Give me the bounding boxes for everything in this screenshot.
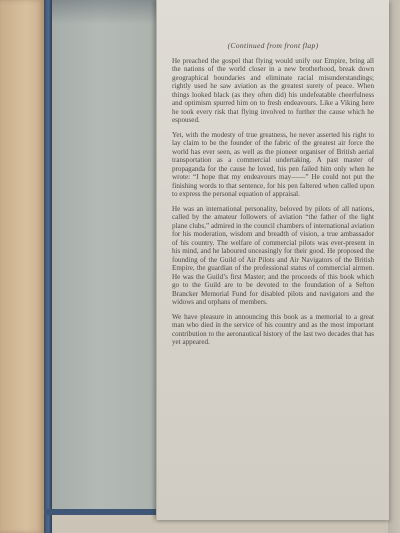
dust-jacket-back-flap bbox=[156, 0, 389, 520]
flap-heading: (Continued from front flap) bbox=[227, 41, 319, 50]
flap-paragraph-1: He preached the gospel that flying would unify our Empire, bring all the nations of the world closer in a new brotherhood, break down geographical boundaries and eliminate racial misunderstandings; rightly used he saw aviation as the greatest surety of peace. When things looked black (as they often did) his undefeatable cheerfulness and optimism spurred him on to fresh endeavours. Like a Viking here he took every risk that flying involved to further the cause which he espoused. bbox=[172, 56, 374, 124]
right-margin bbox=[388, 0, 400, 533]
flap-paragraph-3: He was an international personality, beloved by pilots of all nations, called by the amateur followers of aviation “the father of the light plane clubs,” admired in the council chambers of international aviation for his moderation, wisdom and breadth of vision, a true ambassador of his country. The welfare of commercial pilots was ever-present in his mind, and he laboured unceasingly for their good. He proposed the founding of the Guild of Air Pilots and Air Navigators of the British Empire, the guardian of the professional status of commercial airmen. He was the Guild’s first Master; and the proceeds of this book which go to the Guild are to be devoted to the foundation of a Sefton Brancker Memorial Fund for disabled pilots and navigators and the widows and orphans of members. bbox=[172, 204, 374, 306]
cover-board-edge bbox=[44, 0, 52, 533]
flap-paragraph-2: Yet, with the modesty of true greatness, he never asserted his right to lay claim to be the founder of the fabric of the greatest air force the world has ever seen, as well as the pioneer organiser of British aerial transportation as a commercial undertaking. A past master of propaganda for the cause he loved, his pen failed him only when he wrote: “I hope that my endeavours may——” He could not put the finishing words to that sentence, for his pen faltered when called upon to express the personal equation of appraisal. bbox=[172, 130, 374, 198]
endpaper bbox=[52, 0, 158, 511]
cloth-binding-edge bbox=[44, 509, 160, 515]
flap-text-block bbox=[172, 42, 374, 353]
flap-paragraph-4: We have pleasure in announcing this book as a memorial to a great man who died in the service of his country and as the most important contribution to the aeronautical history of the last two decades that has yet appeared. bbox=[172, 312, 374, 346]
endpaper-shadow bbox=[52, 0, 158, 24]
left-page-edge bbox=[0, 0, 44, 533]
